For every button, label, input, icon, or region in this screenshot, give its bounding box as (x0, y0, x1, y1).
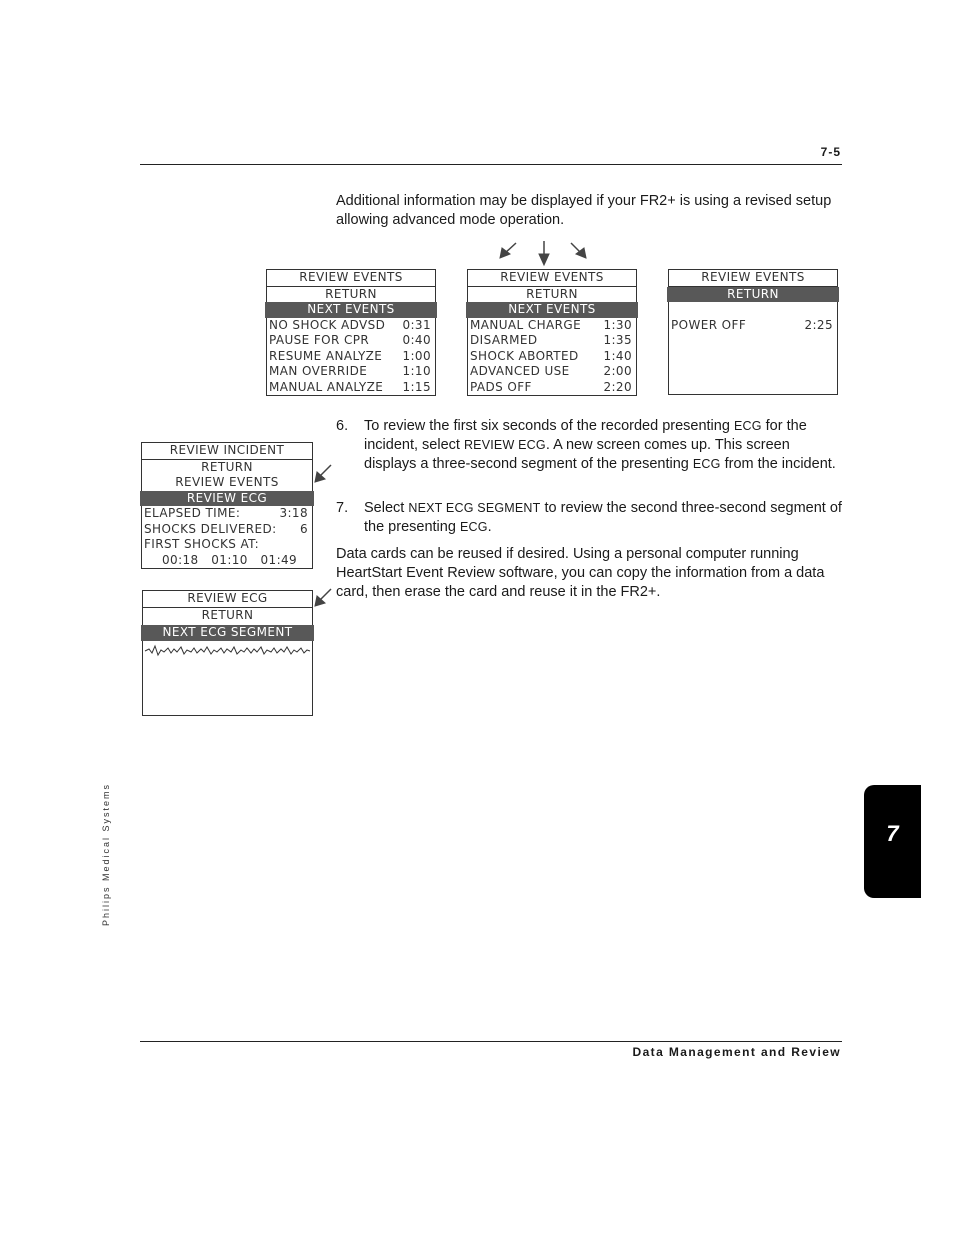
event-entry: MANUAL ANALYZE 1:15 (269, 379, 431, 394)
event-entry: RESUME ANALYZE 1:00 (269, 348, 431, 363)
event-entry: DISARMED 1:35 (470, 333, 632, 347)
event-entry: PAUSE FOR CPR 0:40 (269, 333, 431, 347)
elapsed-time-row: ELAPSED TIME: 3:18 (144, 506, 308, 520)
chapter-tab (864, 785, 921, 898)
intro-paragraph: Additional information may be displayed if your FR2+ is using a revised setup allowing advanced mode operation. (336, 193, 832, 228)
event-entry: MAN OVERRIDE 1:10 (269, 364, 431, 378)
screen-title: REVIEW ECG (143, 591, 312, 608)
menu-item-next-events[interactable]: NEXT EVENTS (466, 302, 638, 318)
menu-item-review-events[interactable]: REVIEW EVENTS (175, 475, 279, 489)
step-text: To review the first six seconds of the recorded presenting ECG for the incident, select REVIEW ECG. A new screen comes up. This screen displays a three-second segment of the presenting ECG from the incident. (364, 418, 836, 472)
arrows-pointer-icon (496, 238, 592, 268)
first-shocks-times: 00:18 01:10 01:49 (162, 552, 298, 567)
arrow-pointer-icon (312, 586, 334, 608)
event-entry: SHOCK ABORTED 1:40 (470, 348, 632, 363)
shocks-delivered-row: SHOCKS DELIVERED: 6 (144, 521, 308, 536)
closing-paragraph: Data cards can be reused if desired. Using a personal computer running HeartStart Event Review software, you can copy the information from a data card, then erase the card and reuse it in the FR2+. (336, 546, 825, 600)
screen-title: REVIEW EVENTS (267, 270, 435, 287)
menu-item-return[interactable]: RETURN (201, 459, 253, 474)
event-entry: PADS OFF 2:20 (470, 379, 632, 394)
arrow-pointer-icon (312, 462, 334, 484)
footer-section-title: Data Management and Review (632, 1045, 841, 1059)
step-number: 7. (336, 500, 349, 516)
screen-review-ecg (142, 590, 313, 716)
screen-title: REVIEW EVENTS (669, 270, 837, 287)
event-entry: MANUAL CHARGE 1:30 (470, 317, 632, 332)
menu-item-return[interactable]: RETURN (526, 286, 578, 301)
menu-item-return[interactable]: RETURN (325, 286, 377, 301)
company-sidebar-text: Philips Medical Systems (101, 782, 111, 926)
event-entry: POWER OFF 2:25 (671, 317, 833, 332)
menu-item-return[interactable]: RETURN (201, 607, 254, 622)
event-entry: ADVANCED USE 2:00 (470, 364, 632, 378)
event-entry: NO SHOCK ADVSD 0:31 (269, 317, 431, 332)
page-number: 7-5 (820, 145, 841, 159)
screen-review-events-2 (467, 269, 637, 396)
screen-title: REVIEW EVENTS (468, 270, 636, 287)
step-number: 6. (336, 418, 349, 434)
ecg-waveform (143, 641, 312, 667)
step-text: Select NEXT ECG SEGMENT to review the second three-second segment of the presenting ECG. (364, 500, 842, 535)
first-shocks-label: FIRST SHOCKS AT: (144, 537, 260, 551)
screen-review-events-1 (266, 269, 436, 396)
menu-item-review-ecg[interactable]: REVIEW ECG (140, 491, 314, 507)
screen-review-incident (141, 442, 313, 569)
footer-rule (140, 1041, 842, 1042)
chapter-number: 7 (886, 821, 899, 846)
menu-item-next-events[interactable]: NEXT EVENTS (265, 302, 437, 318)
screen-review-events-3 (668, 269, 838, 395)
menu-item-next-ecg-segment[interactable]: NEXT ECG SEGMENT (141, 625, 314, 641)
header-rule (140, 164, 842, 165)
menu-item-return[interactable]: RETURN (667, 287, 839, 303)
screen-title: REVIEW INCIDENT (142, 443, 312, 460)
